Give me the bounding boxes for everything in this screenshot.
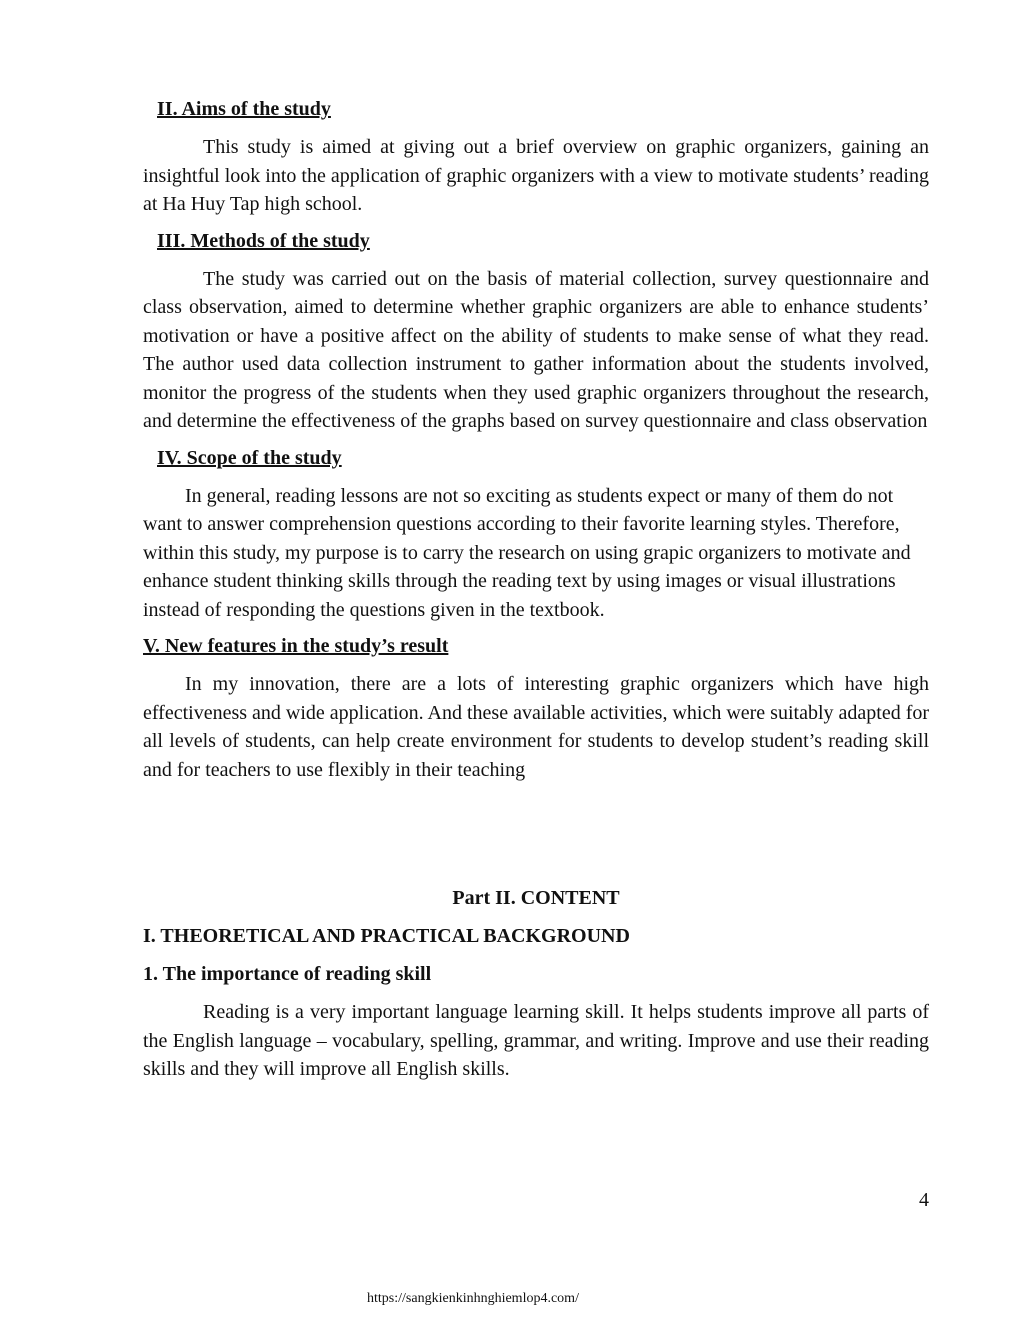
document-page	[143, 95, 929, 1092]
new-features-paragraph: In my innovation, there are a lots of interesting graphic organizers which have high effectiveness and wide application. And these available activities, which were suitably adapted for all levels of students, can help create environment for students to develop student’s reading skill and for teachers to use flexibly in their teaching	[143, 673, 930, 781]
page-number: 4	[919, 1189, 929, 1211]
scope-heading: IV. Scope of the study	[157, 446, 342, 469]
aims-heading: II. Aims of the study	[157, 98, 331, 120]
part-title: Part II. CONTENT	[452, 887, 620, 909]
methods-paragraph: The study was carried out on the basis of material collection, survey questionnaire and class observation, aimed to determine whether graphic organizers are able to enhance students’ motivation or have a positive affect on the ability of students to make sense of what they read. The author used data collection instrument to gather information about the students involved, monitor the progress of the students when they used graphic organizers throughout the research, and determine the effectiveness of the graphs based on survey questionnaire and class observation	[143, 267, 929, 432]
reading-skill-paragraph: Reading is a very important language learning skill. It helps students improve all parts of the English language – vocabulary, spelling, grammar, and writing. Improve and use their reading skills and they will improve all English skills.	[143, 1001, 929, 1080]
aims-paragraph: This study is aimed at giving out a brief overview on graphic organizers, gaining an insightful look into the application of graphic organizers with a view to motivate students’ reading at Ha Huy Tap high school.	[143, 136, 929, 215]
section-spacer	[143, 792, 929, 884]
section-heading: I. THEORETICAL AND PRACTICAL BACKGROUND	[143, 925, 630, 947]
scope-paragraph: In general, reading lessons are not so exciting as students expect or many of them do not want to answer comprehension questions according to their favorite learning styles. Therefore, within this study, my purpose is to carry the research on using grapic organizers to motivate and enhance student thinking skills through the reading text by using images or visual illustrations instead of responding the questions given in the textbook.	[143, 484, 911, 621]
subsection-heading: 1. The importance of reading skill	[143, 963, 432, 985]
footer-url: https://sangkienkinhnghiemlop4.com/	[367, 1291, 579, 1306]
new-features-heading: V. New features in the study’s result	[143, 635, 449, 657]
methods-heading: III. Methods of the study	[157, 229, 370, 252]
